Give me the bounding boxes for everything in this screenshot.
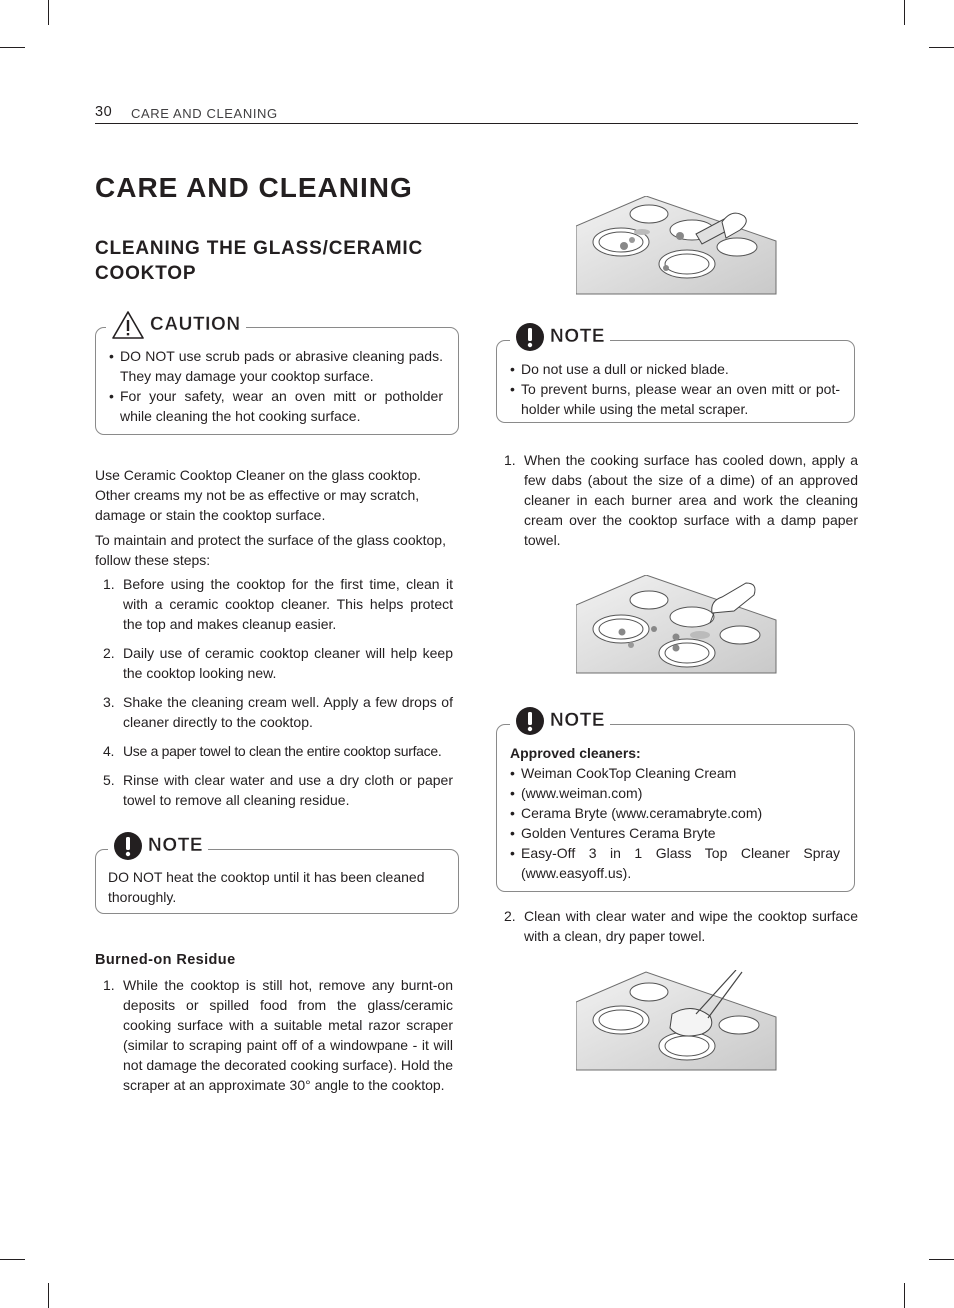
list-item: 2. Daily use of ceramic cooktop cleaner will help keep the cooktop looking new. (103, 645, 453, 681)
list-item: 3. Shake the cleaning cream well. Apply a few drops of cleaner directly to the cooktop. (103, 694, 453, 730)
list-item: 5. Rinse with clear water and use a dry cloth or paper towel to remove all cleaning residue. (103, 772, 453, 808)
page-number: 30 (95, 104, 113, 120)
list-item: 1. When the cooking surface has cooled down, apply a few dabs (about the size of a dime) of an approved cleaner in each burner area and work the cleaning cream over the cooktop surface with a damp paper towel. (504, 452, 858, 548)
caution-item: • DO NOT use scrub pads or abrasive cleaning pads. They may damage your cooktop surface. (109, 346, 443, 386)
note-item: • (www.weiman.com) (510, 783, 840, 803)
intro-paragraph: To maintain and protect the surface of the glass cooktop, follow these steps: (95, 532, 446, 568)
note-item: • Weiman CookTop Cleaning Cream (510, 763, 840, 783)
exclamation-circle-icon (515, 706, 545, 736)
caution-label: CAUTION (150, 314, 241, 335)
caution-box (95, 327, 459, 435)
cleaning-steps (95, 574, 453, 819)
note-text: DO NOT heat the cooktop until it has been cleaned thoroughly. (108, 869, 425, 905)
note-label: NOTE (550, 710, 606, 731)
note-heading: Approved cleaners: (510, 745, 641, 761)
note-box (496, 724, 855, 892)
note-item: • Do not use a dull or nicked blade. (510, 359, 840, 379)
list-item: 2. Clean with clear water and wipe the cooktop surface with a clean, dry paper towel. (504, 908, 858, 944)
exclamation-circle-icon (515, 322, 545, 352)
note-header (510, 705, 610, 737)
cooktop-cream-illustration (576, 575, 778, 675)
cooktop-wipe-illustration (576, 970, 778, 1072)
warning-triangle-icon (111, 310, 145, 340)
running-header: CARE AND CLEANING (131, 106, 278, 121)
list-item: 1. While the cooktop is still hot, remove any burnt-on deposits or spilled food from the glass/ceramic cooking surface with a suitable metal razor scraper (similar to scraping paint off of a windowpane - it will not damage the decorated cooking surface). Hold the scraper at an approximate 30° angle to the cooktop. (103, 977, 453, 1093)
list-item: 4. Use a paper towel to clean the entire cooktop surface. (103, 743, 442, 759)
caution-header (106, 307, 246, 343)
note-label: NOTE (550, 326, 606, 347)
caution-item: • For your safety, wear an oven mitt or potholder while cleaning the hot cooking surface. (109, 386, 443, 426)
note-header (510, 321, 610, 353)
exclamation-circle-icon (113, 831, 143, 861)
page-title: CARE AND CLEANING (95, 172, 413, 203)
list-item: 1. Before using the cooktop for the first time, clean it with a ceramic cooktop cleaner. This helps protect the top and makes cleanup easier. (103, 576, 453, 632)
note-item: • Easy-Off 3 in 1 Glass Top Cleaner Spray (www.easyoff.us). (510, 843, 840, 883)
right-steps (496, 450, 858, 559)
subsection-heading: Burned-on Residue (95, 952, 236, 968)
note-item: • Golden Ventures Cerama Bryte (510, 823, 840, 843)
note-label: NOTE (148, 835, 204, 856)
cooktop-scraper-illustration (576, 196, 778, 296)
header-rule (95, 123, 858, 124)
intro-paragraph: Use Ceramic Cooktop Cleaner on the glass cooktop. Other creams my not be as effective or may scratch, damage or stain the cooktop surface. (95, 467, 422, 523)
section-title: CLEANING THE GLASS/CERAMIC COOKTOP (95, 238, 423, 284)
right-steps (496, 906, 858, 955)
note-item: • To prevent burns, please wear an oven mitt or pot-holder while using the metal scraper. (510, 379, 840, 419)
burned-steps (95, 975, 453, 1104)
note-header (108, 830, 208, 862)
note-item: • Cerama Bryte (www.ceramabryte.com) (510, 803, 840, 823)
